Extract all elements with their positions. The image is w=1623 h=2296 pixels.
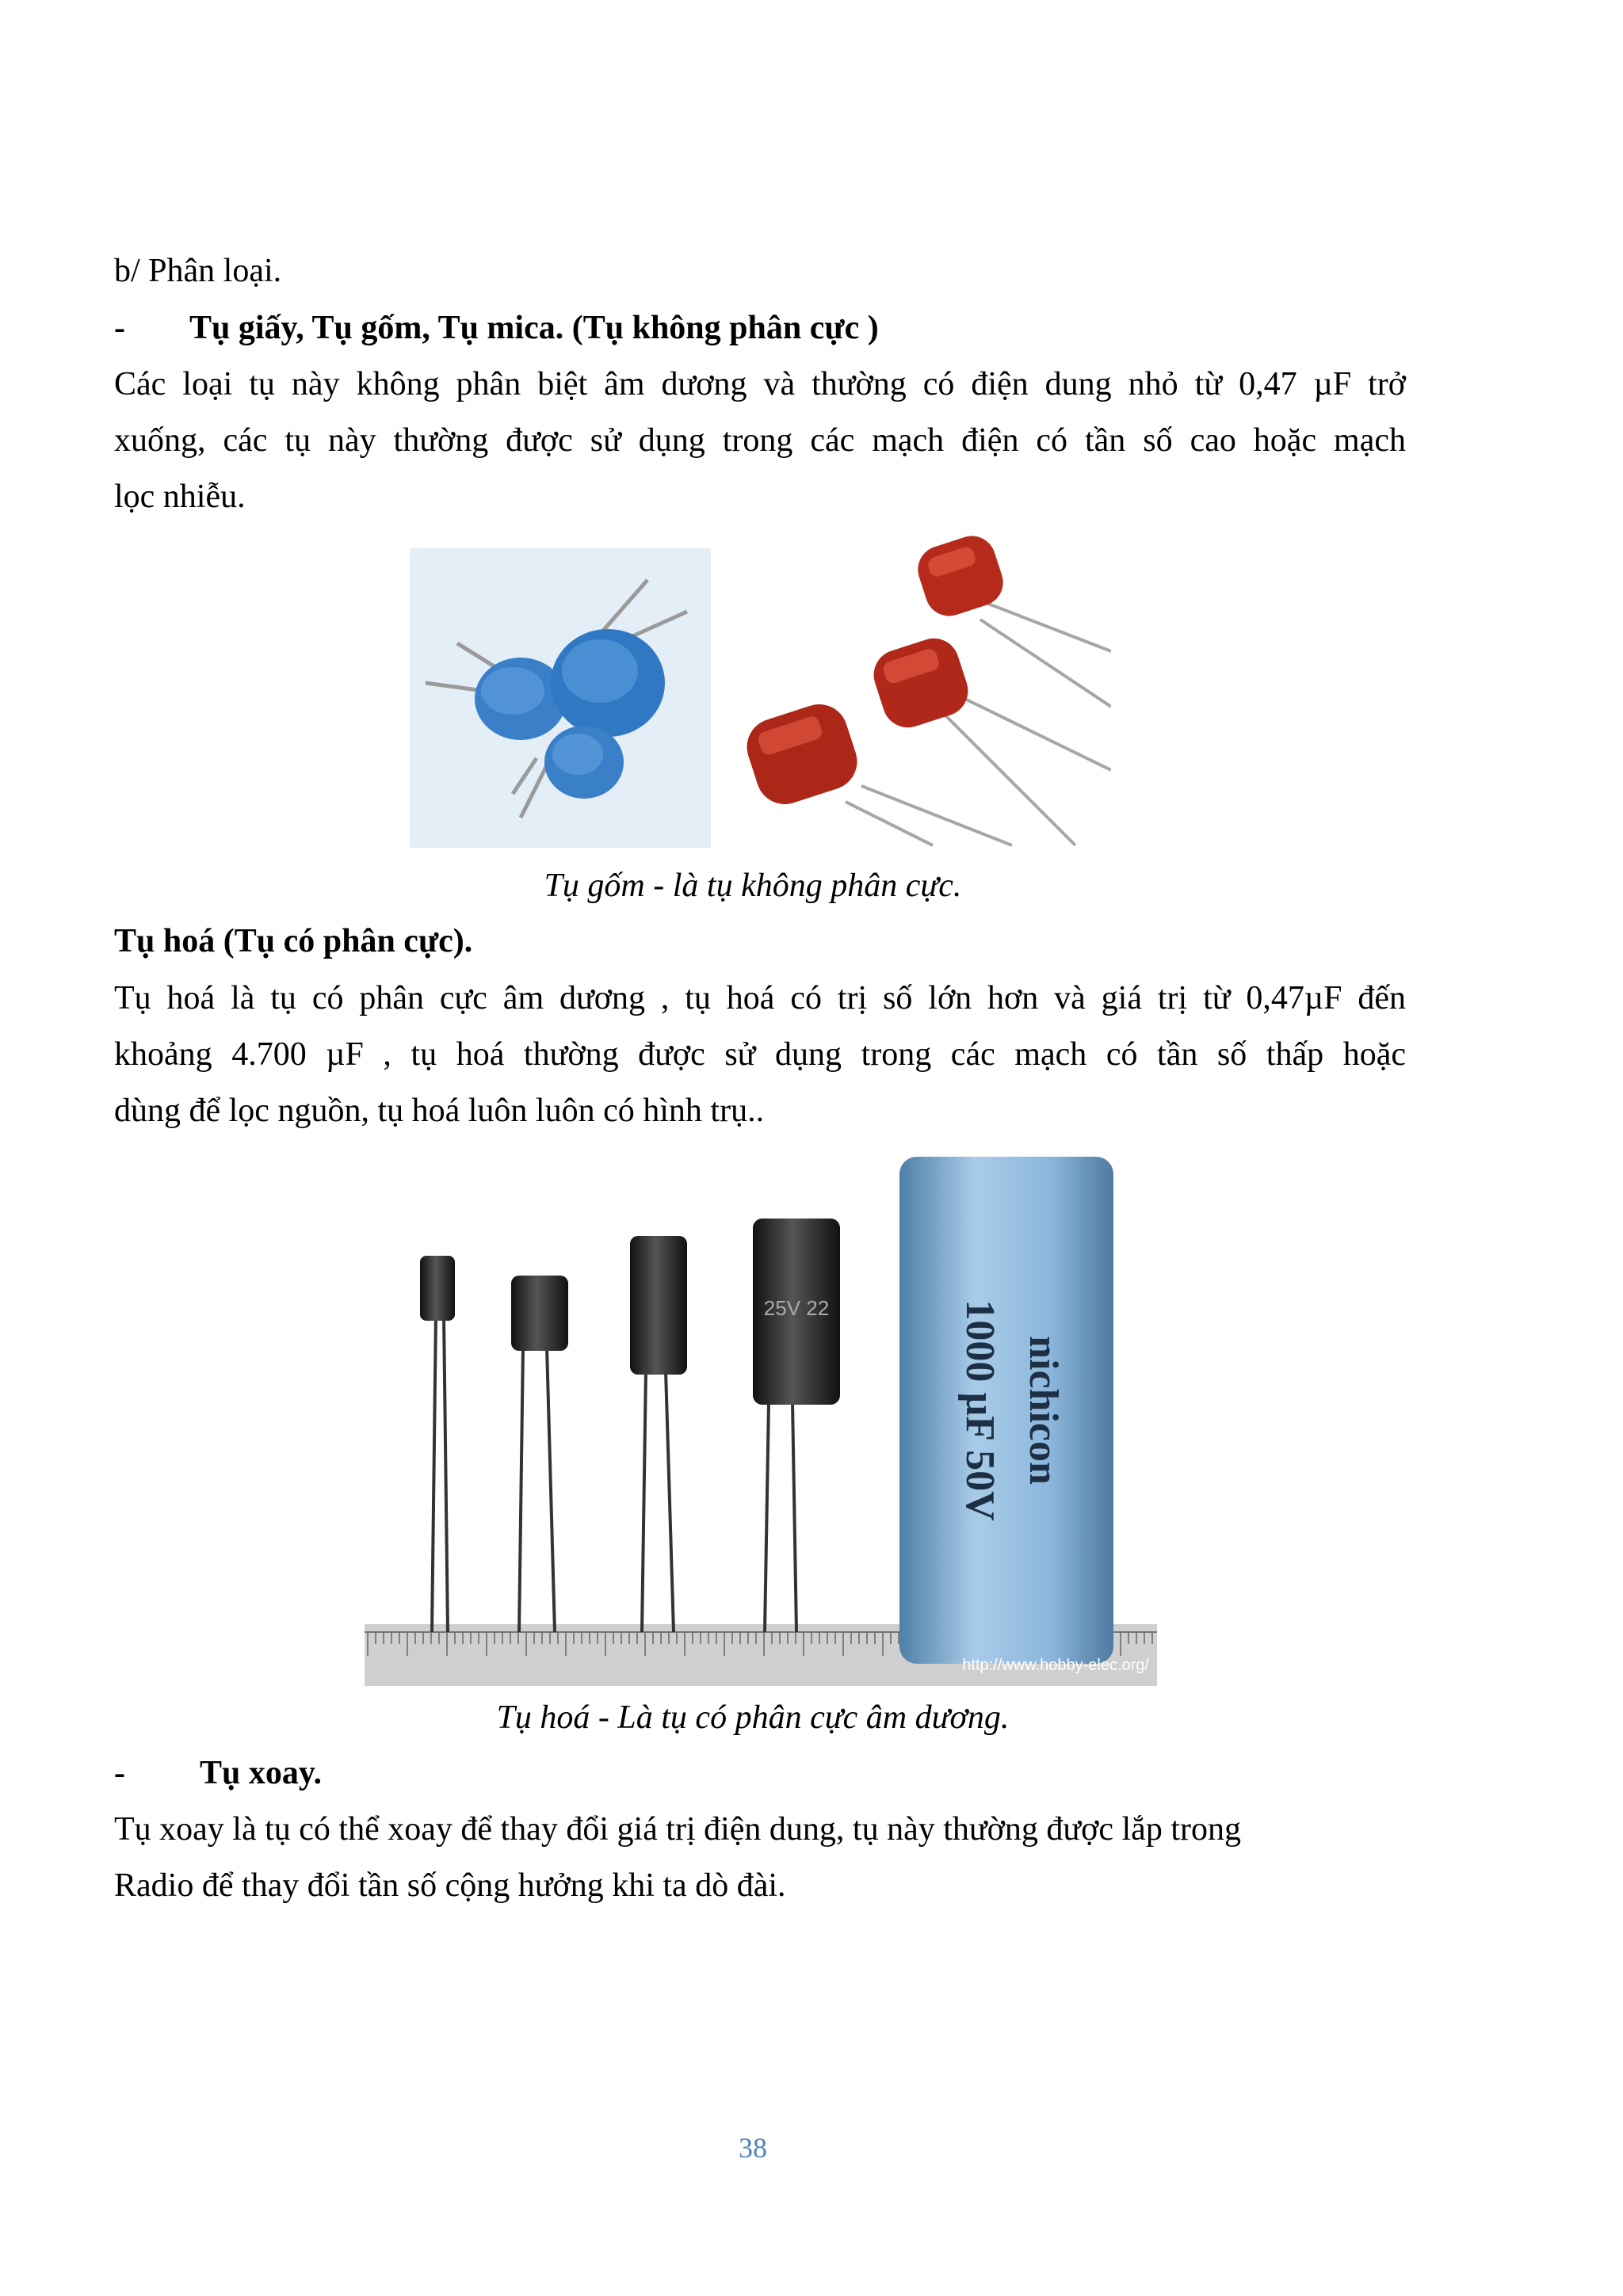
variable-paragraph-line: Radio để thay đổi tần số cộng hưởng khi ta dò đài. (114, 1867, 786, 1904)
electrolytic-heading: Tụ hoá (Tụ có phân cực). (114, 923, 473, 959)
electrolytic-capacitor (511, 1276, 568, 1351)
nonpolar-heading (114, 304, 879, 352)
capacitor-rating: 1000 µF 50V (957, 1299, 1002, 1521)
variable-heading (114, 1749, 322, 1797)
blue-ceramic-capacitor (551, 629, 665, 737)
electrolytic-paragraph-line: Tụ hoá là tụ có phân cực âm dương , tụ hoá có trị số lớn hơn và giá trị từ 0,47µF đến (114, 980, 1406, 1016)
ceramic-caption: Tụ gốm - là tụ không phân cực. (544, 868, 962, 904)
red-film-capacitor (912, 532, 1010, 622)
nonpolar-paragraph-line: lọc nhiễu. (114, 479, 246, 515)
red-film-capacitor (739, 697, 865, 812)
electrolytic-paragraph-line: khoảng 4.700 µF , tụ hoá thường được sử dụng trong các mạch có tần số thấp hoặc (114, 1036, 1406, 1073)
red-film-capacitor (867, 631, 975, 734)
electrolytic-capacitor (753, 1219, 840, 1405)
blue-ceramic-capacitor (544, 726, 624, 799)
variable-paragraph-line: Tụ xoay là tụ có thể xoay để thay đổi giá trị điện dung, tụ này thường được lắp trong (114, 1811, 1241, 1848)
page-number: 38 (739, 2132, 767, 2164)
variable-title: Tụ xoay. (200, 1755, 323, 1791)
bullet-dash: - (114, 310, 125, 346)
photo-url-watermark: http://www.hobby-elec.org/ (962, 1657, 1149, 1674)
nonpolar-paragraph-line: xuống, các tụ này thường được sử dụng trong các mạch điện có tần số cao hoặc mạch (114, 422, 1406, 459)
nichicon-capacitor (899, 1157, 1113, 1664)
bullet-dash: - (114, 1755, 125, 1791)
capacitor-brand: nichicon (1021, 1336, 1066, 1485)
electrolytic-capacitor (630, 1236, 687, 1375)
electrolytic-paragraph-line: dùng để lọc nguồn, tụ hoá luôn luôn có hình trụ.. (114, 1093, 765, 1129)
section-heading: b/ Phân loại. (114, 253, 282, 289)
nonpolar-paragraph-line: Các loại tụ này không phân biệt âm dương và thường có điện dung nhỏ từ 0,47 µF trở (114, 366, 1406, 402)
nonpolar-title: Tụ giấy, Tụ gốm, Tụ mica. (Tụ không phân cực ) (189, 310, 879, 346)
electrolytic-capacitors-photo (365, 1157, 1157, 1686)
ceramic-capacitors-photo (410, 532, 1111, 849)
capacitor-label: 25V 22 (763, 1296, 830, 1320)
electrolytic-caption: Tụ hoá - Là tụ có phân cực âm dương. (496, 1699, 1010, 1736)
electrolytic-capacitor (420, 1256, 455, 1321)
